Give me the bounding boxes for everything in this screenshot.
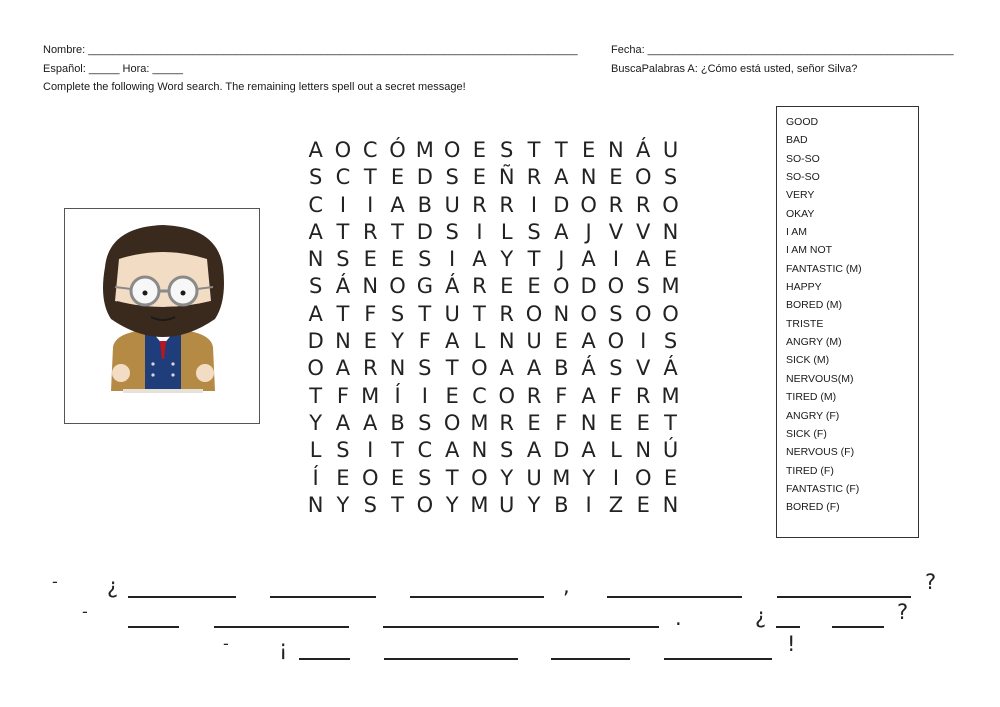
word-list-item: SO-SO [786,171,820,184]
grid-letter[interactable]: M [661,274,680,299]
grid-letter[interactable]: L [309,438,322,463]
word-list-item: BORED (M) [786,299,842,312]
grid-letter[interactable]: S [308,274,323,299]
open-exclamation-mark: ¡ [279,636,288,660]
grid-letter[interactable]: M [552,465,571,490]
grid-letter[interactable]: V [608,219,624,244]
grid-letter[interactable]: Á [444,274,460,299]
grid-letter[interactable]: Z [608,492,624,517]
grid-letter[interactable]: O [389,274,406,299]
grid-letter[interactable]: Y [527,492,541,517]
grid-letter[interactable]: E [609,410,623,435]
grid-letter[interactable]: Á [663,356,678,381]
grid-letter[interactable]: A [363,410,378,435]
grid-letter[interactable]: T [554,138,568,162]
grid-letter[interactable]: T [527,138,541,162]
grid-letter[interactable]: E [500,274,514,299]
line-3-dash: - [223,634,229,653]
grid-letter[interactable]: O [553,274,570,299]
grid-letter[interactable]: N [608,138,624,162]
grid-letter[interactable]: O [525,301,543,326]
grid-letter[interactable]: J [585,219,592,244]
answer-blank[interactable] [607,596,742,598]
grid-letter[interactable]: O [416,492,434,517]
answer-blank[interactable] [551,658,630,660]
grid-letter[interactable]: V [636,219,651,244]
grid-letter[interactable]: E [390,165,405,190]
grid-letter[interactable]: Ñ [498,165,515,190]
grid-letter[interactable]: S [445,219,459,244]
grid-letter[interactable]: O [443,138,461,162]
grid-letter[interactable]: E [363,247,377,272]
answer-blank[interactable] [776,626,800,628]
grid-letter[interactable]: S [609,301,623,326]
grid-letter[interactable]: E [554,329,568,354]
grid-letter[interactable]: E [527,274,541,299]
word-list-box [776,106,919,538]
grid-letter[interactable]: T [363,165,377,190]
word-list-item: TRISTE [786,317,824,330]
grid-letter[interactable]: J [558,247,565,272]
grid-letter[interactable]: B [417,192,433,217]
grid-letter[interactable]: N [362,274,379,299]
grid-letter[interactable]: R [499,301,515,326]
grid-letter[interactable]: O [580,192,597,217]
grid-letter[interactable]: T [391,219,404,244]
grid-letter[interactable]: Í [394,383,401,408]
grid-letter[interactable]: E [390,247,405,272]
grid-letter[interactable]: T [473,301,486,326]
answer-blank[interactable] [214,626,349,628]
grid-letter[interactable]: M [361,383,380,408]
grid-letter[interactable]: S [336,247,350,272]
grid-letter[interactable]: A [526,438,542,463]
word-list-item: GOOD [786,116,819,128]
grid-letter[interactable]: N [580,410,597,435]
grid-letter[interactable]: M [415,138,434,162]
grid-letter[interactable]: S [308,165,323,190]
grid-letter[interactable]: R [526,383,542,408]
grid-letter[interactable]: T [391,438,404,463]
grid-letter[interactable]: N [471,438,488,463]
grid-letter[interactable]: S [418,356,432,381]
grid-letter[interactable]: A [444,438,460,463]
grid-letter[interactable]: N [635,438,652,463]
grid-letter[interactable]: S [445,165,459,190]
grid-letter[interactable]: Ó [389,138,406,162]
word-list-item: SICK (M) [786,354,830,367]
grid-letter[interactable]: U [444,192,460,217]
grid-letter[interactable]: R [362,219,378,244]
grid-letter[interactable]: E [390,465,405,490]
grid-letter[interactable]: V [636,356,651,381]
grid-letter[interactable]: C [308,192,323,217]
line-2-dash: - [82,602,88,621]
grid-letter[interactable]: O [634,165,652,190]
grid-letter[interactable]: I [421,383,428,408]
grid-letter[interactable]: S [636,274,650,299]
grid-letter[interactable]: D [416,165,433,190]
grid-letter[interactable]: O [580,301,597,326]
grid-letter[interactable]: R [499,192,515,217]
grid-letter[interactable]: I [339,192,347,217]
grid-letter[interactable]: R [635,383,651,408]
worksheet-title: BuscaPalabras A: ¿Cómo está usted, señor Silva? [611,63,858,75]
word-list-item: ANGRY (F) [786,409,840,422]
class-field-label: Español: _____ Hora: _____ [43,63,184,75]
grid-letter[interactable]: L [500,219,513,244]
word-list-item: FANTASTIC (F) [786,482,860,495]
grid-letter[interactable]: U [499,492,515,517]
word-list-item: SO-SO [786,152,820,165]
grid-letter[interactable]: D [416,219,433,244]
grid-letter[interactable]: S [527,219,541,244]
word-list-item: ANGRY (M) [786,336,842,349]
date-field-label: Fecha: __________________________________________________ [611,44,954,56]
line-1-dash: - [52,572,58,591]
portrait-frame [64,208,260,424]
grid-letter[interactable]: N [307,247,324,272]
answer-blank[interactable] [664,658,772,660]
answer-blank[interactable] [270,596,376,598]
grid-letter[interactable]: I [640,329,647,354]
grid-letter[interactable]: A [390,192,405,217]
grid-letter[interactable]: I [449,247,456,272]
word-list-item: I AM [786,226,808,239]
grid-letter[interactable]: A [472,247,487,272]
grid-letter[interactable]: U [444,301,460,326]
grid-letter[interactable]: E [609,165,623,190]
grid-letter[interactable]: S [390,301,405,326]
grid-letter[interactable]: N [307,492,324,517]
grid-letter[interactable]: F [555,383,568,408]
grid-letter[interactable]: I [612,247,620,272]
senor-silva-cartoon [65,209,261,425]
grid-letter[interactable]: R [472,192,487,217]
grid-letter[interactable]: R [499,410,515,435]
grid-letter[interactable]: N [662,492,679,517]
word-list-item: TIRED (F) [786,464,834,477]
grid-letter[interactable]: A [308,138,323,162]
grid-letter[interactable]: A [308,301,323,326]
grid-letter[interactable]: N [553,301,570,326]
grid-letter[interactable]: E [363,329,377,354]
grid-letter[interactable]: F [336,383,349,408]
grid-letter[interactable]: B [554,492,569,517]
grid-letter[interactable]: Y [582,465,596,490]
grid-letter[interactable]: E [472,138,487,162]
grid-letter[interactable]: E [636,410,650,435]
answer-blank[interactable] [832,626,884,628]
word-list-item: I AM NOT [786,244,833,257]
grid-letter[interactable]: O [634,301,652,326]
grid-letter[interactable]: S [500,438,514,463]
grid-letter[interactable]: N [335,329,351,354]
grid-letter[interactable]: O [307,356,324,381]
grid-letter[interactable]: A [581,383,596,408]
grid-letter[interactable]: A [554,219,569,244]
grid-letter[interactable]: F [418,329,431,354]
grid-letter[interactable]: O [334,138,352,162]
period-mark: . [675,606,682,630]
grid-letter[interactable]: A [335,410,351,435]
grid-letter[interactable]: R [472,274,487,299]
grid-letter[interactable]: A [581,329,596,354]
grid-letter[interactable]: A [444,329,460,354]
grid-letter[interactable]: A [335,356,351,381]
grid-letter[interactable]: T [391,492,404,517]
grid-letter[interactable]: L [610,438,622,463]
grid-letter[interactable]: G [416,274,433,299]
grid-letter[interactable]: I [367,192,374,217]
grid-letter[interactable]: I [585,492,592,517]
grid-letter[interactable]: T [445,465,459,490]
word-list-item: VERY [786,189,815,202]
grid-letter[interactable]: N [389,356,406,381]
grid-letter[interactable]: Á [581,356,596,381]
word-search-grid [302,137,684,519]
grid-letter[interactable]: E [445,383,459,408]
answer-blank[interactable] [384,658,518,660]
grid-letter[interactable]: Y [391,329,404,354]
word-list-item: BAD [786,134,808,147]
grid-letter[interactable]: S [336,438,350,463]
grid-letter[interactable]: N [498,329,515,354]
grid-letter[interactable]: I [530,192,538,217]
grid-letter[interactable]: S [500,138,514,162]
answer-blank[interactable] [128,626,179,628]
open-question-mark: ¿ [107,574,119,598]
grid-letter[interactable]: I [612,465,620,490]
grid-letter[interactable]: I [367,438,374,463]
grid-letter[interactable]: U [526,329,542,354]
grid-letter[interactable]: Á [335,274,351,299]
open-question-mark: ¿ [755,604,767,628]
grid-letter[interactable]: A [554,165,569,190]
grid-letter[interactable]: E [636,492,650,517]
grid-letter[interactable]: E [581,138,596,162]
word-list-item: BORED (F) [786,501,840,514]
close-exclamation-mark: ! [787,632,796,656]
word-list-item: SICK (F) [786,427,827,440]
grid-letter[interactable]: E [663,465,678,490]
grid-letter[interactable]: T [336,219,350,244]
grid-letter[interactable]: U [662,138,679,162]
grid-letter[interactable]: T [418,301,432,326]
word-list-item: TIRED (M) [786,391,837,404]
word-list-item: NERVOUS (F) [786,446,855,459]
grid-letter[interactable]: C [472,383,487,408]
grid-letter[interactable]: Y [309,410,323,435]
grid-letter[interactable]: T [664,410,677,435]
grid-letter[interactable]: S [363,492,377,517]
grid-letter[interactable]: B [390,410,405,435]
grid-letter[interactable]: N [662,219,679,244]
grid-letter[interactable]: F [555,410,568,435]
grid-letter[interactable]: S [609,356,623,381]
grid-letter[interactable]: M [470,410,489,435]
word-list-item: NERVOUS(M) [786,372,854,385]
comma-mark: , [563,574,570,598]
word-list-item: HAPPY [786,281,822,294]
word-list-item: FANTASTIC (M) [786,262,862,275]
grid-letter[interactable]: R [362,356,378,381]
grid-letter[interactable]: Y [445,492,459,517]
answer-blank[interactable] [383,626,659,628]
answer-blank[interactable] [410,596,544,598]
grid-letter[interactable]: Y [336,492,350,517]
word-list-item: OKAY [786,207,815,220]
grid-letter[interactable]: M [661,383,680,408]
grid-letter[interactable]: M [470,492,489,517]
grid-letter[interactable]: Í [312,465,319,490]
grid-letter[interactable]: A [581,247,596,272]
grid-letter[interactable]: E [663,247,678,272]
grid-letter[interactable]: E [527,410,541,435]
grid-letter[interactable]: E [336,465,350,490]
grid-letter[interactable]: O [607,274,625,299]
grid-letter[interactable]: R [635,192,651,217]
grid-letter[interactable]: Á [636,138,651,162]
grid-letter[interactable]: A [636,247,651,272]
grid-letter[interactable]: E [472,165,487,190]
answer-blank[interactable] [777,596,911,598]
grid-letter[interactable]: D [553,192,570,217]
grid-letter[interactable]: S [418,410,432,435]
grid-letter[interactable]: O [498,383,515,408]
grid-letter[interactable]: S [418,465,432,490]
instructions: Complete the following Word search. The remaining letters spell out a secret message! [43,81,466,93]
grid-letter[interactable]: L [473,329,486,354]
grid-letter[interactable]: O [361,465,379,490]
grid-letter[interactable]: F [609,383,622,408]
name-field-label: Nombre: ________________________________________________________________________________ [43,44,578,56]
grid-letter[interactable]: A [308,219,323,244]
answer-blank[interactable] [299,658,350,660]
close-question-mark: ? [897,600,909,624]
grid-letter[interactable]: U [526,465,542,490]
grid-letter[interactable]: O [607,329,625,354]
grid-letter[interactable]: Ú [662,438,679,463]
grid-letter[interactable]: O [471,356,488,381]
answer-blank[interactable] [128,596,236,598]
grid-letter[interactable]: Y [500,465,514,490]
grid-letter[interactable]: O [443,410,461,435]
grid-letter[interactable]: C [417,438,433,463]
grid-letter[interactable]: D [307,329,324,354]
close-question-mark: ? [925,570,937,594]
grid-letter[interactable]: O [662,301,679,326]
grid-letter[interactable]: S [418,247,432,272]
grid-letter[interactable]: D [553,438,570,463]
grid-letter[interactable]: R [526,165,542,190]
grid-letter[interactable]: T [309,383,323,408]
grid-letter[interactable]: A [581,438,596,463]
grid-letter[interactable]: O [634,465,652,490]
grid-letter[interactable]: A [499,356,514,381]
grid-letter[interactable]: S [663,329,678,354]
grid-letter[interactable]: A [526,356,542,381]
grid-letter[interactable]: C [335,165,351,190]
grid-letter[interactable]: R [608,192,624,217]
grid-letter[interactable]: O [471,465,488,490]
grid-letter[interactable]: N [580,165,597,190]
grid-letter[interactable]: C [362,138,378,162]
grid-letter[interactable]: T [336,301,350,326]
grid-letter[interactable]: S [663,165,678,190]
grid-letter[interactable]: D [580,274,597,299]
grid-letter[interactable]: T [445,356,459,381]
grid-letter[interactable]: I [476,219,483,244]
grid-letter[interactable]: T [527,247,541,272]
grid-letter[interactable]: Y [500,247,514,272]
grid-letter[interactable]: B [554,356,569,381]
grid-letter[interactable]: O [662,192,679,217]
grid-letter[interactable]: F [364,301,377,326]
